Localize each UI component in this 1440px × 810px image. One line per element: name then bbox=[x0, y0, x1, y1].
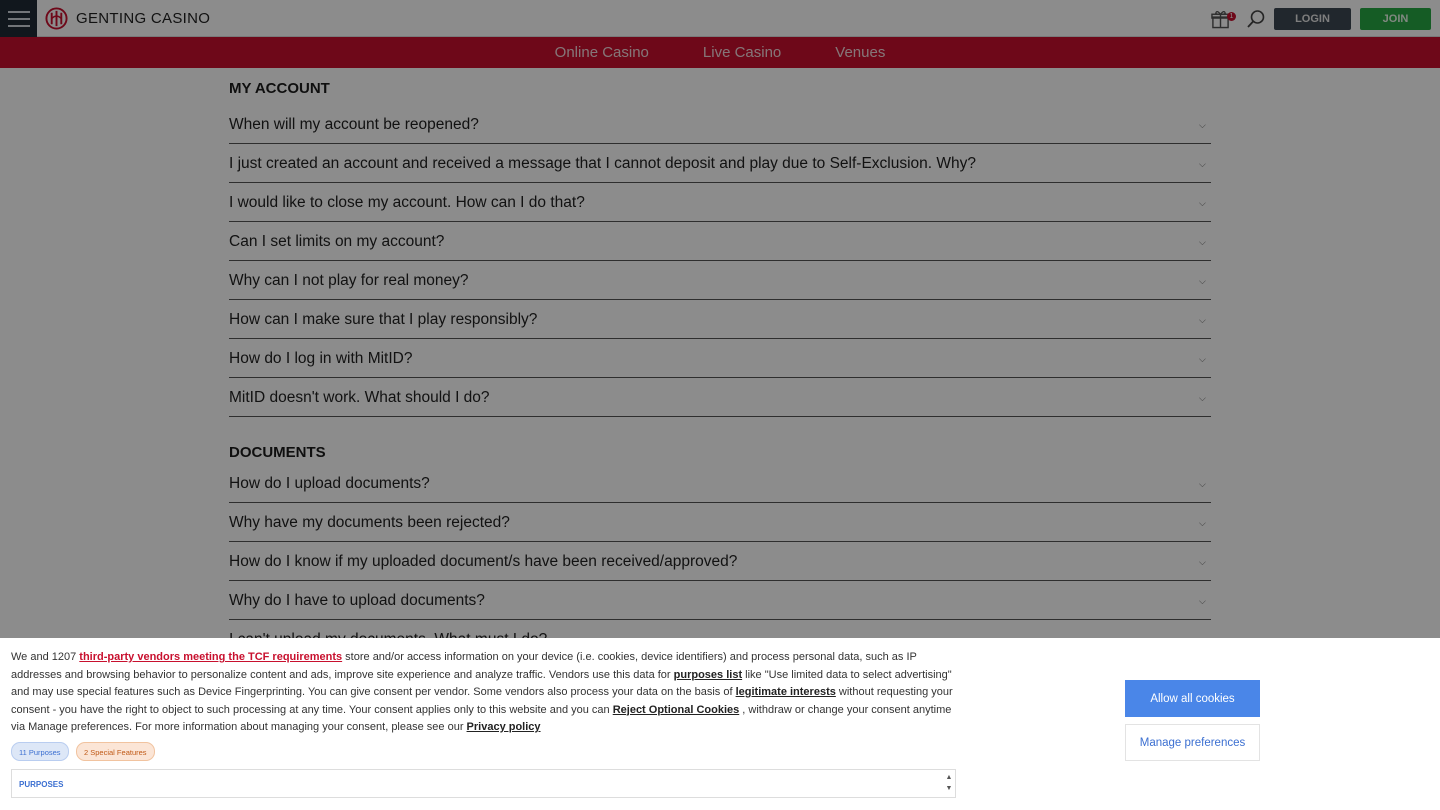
cookie-text-part: like "Use limited data to select advertising" and may use special features such as Device Fingerprinting. You can give consent per vendor. Some vendors also process your data on the basis of bbox=[11, 668, 952, 698]
faq-question: How do I know if my uploaded document/s have been received/approved? bbox=[229, 552, 738, 570]
faq-question: MitID doesn't work. What should I do? bbox=[229, 388, 490, 406]
join-button[interactable]: JOIN bbox=[1360, 8, 1431, 30]
legitimate-interests-link[interactable]: legitimate interests bbox=[735, 686, 836, 698]
brand-name: GENTING CASINO bbox=[76, 10, 211, 27]
faq-question: How do I log in with MitID? bbox=[229, 349, 413, 367]
special-features-pill[interactable]: 2 Special Features bbox=[76, 742, 155, 761]
chevron-down-icon: ⌵ bbox=[1199, 392, 1206, 403]
reject-optional-cookies-link[interactable]: Reject Optional Cookies bbox=[612, 703, 740, 716]
scrollbar[interactable]: ▲ ▼ bbox=[945, 774, 953, 792]
faq-question: When will my account be reopened? bbox=[229, 115, 479, 133]
chevron-down-icon: ⌵ bbox=[1199, 236, 1206, 247]
nav-live-casino[interactable]: Live Casino bbox=[702, 44, 782, 61]
section-title-my-account: MY ACCOUNT bbox=[229, 80, 330, 97]
faq-question: I just created an account and received a message that I cannot deposit and play due to Self-Exclusion. Why? bbox=[229, 154, 977, 172]
chevron-down-icon: ⌵ bbox=[1199, 158, 1206, 169]
chevron-down-icon: ⌵ bbox=[1199, 517, 1206, 528]
cookie-text-part: We and 1207 bbox=[11, 651, 80, 663]
chevron-down-icon: ⌵ bbox=[1199, 595, 1206, 606]
gift-count-badge: 1 bbox=[1227, 12, 1236, 21]
login-button[interactable]: LOGIN bbox=[1274, 8, 1351, 30]
cookie-text-part: without requesting your consent - you have the right to object to such processing at any time. Your consent applies only to this website and you can bbox=[11, 686, 953, 716]
faq-question: Why do I have to upload documents? bbox=[229, 591, 485, 609]
cookie-consent-banner bbox=[0, 638, 1440, 810]
chevron-down-icon: ⌵ bbox=[1199, 197, 1206, 208]
faq-question: Why have my documents been rejected? bbox=[229, 513, 510, 531]
chevron-down-icon: ⌵ bbox=[1199, 353, 1206, 364]
purposes-heading: PURPOSES bbox=[19, 780, 64, 789]
faq-question: Can I set limits on my account? bbox=[229, 232, 445, 250]
vendors-link[interactable]: third-party vendors meeting the TCF requirements bbox=[79, 651, 343, 663]
nav-online-casino[interactable]: Online Casino bbox=[554, 44, 649, 61]
cookie-text-part: store and/or access information on your device (i.e. cookies, device identifiers) and process personal data, such as IP addresses and browsing behavior to personalize content and ads, improve site experience and analyze traffic. Vendors use this data for bbox=[11, 651, 917, 681]
chevron-down-icon: ⌵ bbox=[1199, 119, 1206, 130]
allow-all-cookies-button[interactable]: Allow all cookies bbox=[1125, 680, 1260, 717]
faq-question: How do I upload documents? bbox=[229, 474, 430, 492]
chevron-down-icon: ⌵ bbox=[1199, 556, 1206, 567]
purposes-count-pill[interactable]: 11 Purposes bbox=[11, 742, 69, 761]
purposes-panel[interactable] bbox=[11, 769, 956, 798]
faq-question: I would like to close my account. How can I do that? bbox=[229, 193, 585, 211]
cookie-description bbox=[11, 649, 956, 737]
chevron-down-icon: ⌵ bbox=[1199, 478, 1206, 489]
purposes-list-link[interactable]: purposes list bbox=[673, 668, 743, 681]
manage-preferences-button[interactable]: Manage preferences bbox=[1125, 724, 1260, 761]
privacy-policy-link[interactable]: Privacy policy bbox=[466, 721, 541, 733]
cookie-text-part: , withdraw or change your consent anytime via Manage preferences. For more information about managing your consent, please see our bbox=[11, 703, 952, 733]
chevron-down-icon: ⌵ bbox=[1199, 314, 1206, 325]
nav-venues[interactable]: Venues bbox=[835, 44, 886, 61]
chevron-down-icon: ⌵ bbox=[1199, 275, 1206, 286]
section-title-documents: DOCUMENTS bbox=[229, 444, 326, 461]
faq-question: How can I make sure that I play responsibly? bbox=[229, 310, 538, 328]
faq-question: Why can I not play for real money? bbox=[229, 271, 469, 289]
